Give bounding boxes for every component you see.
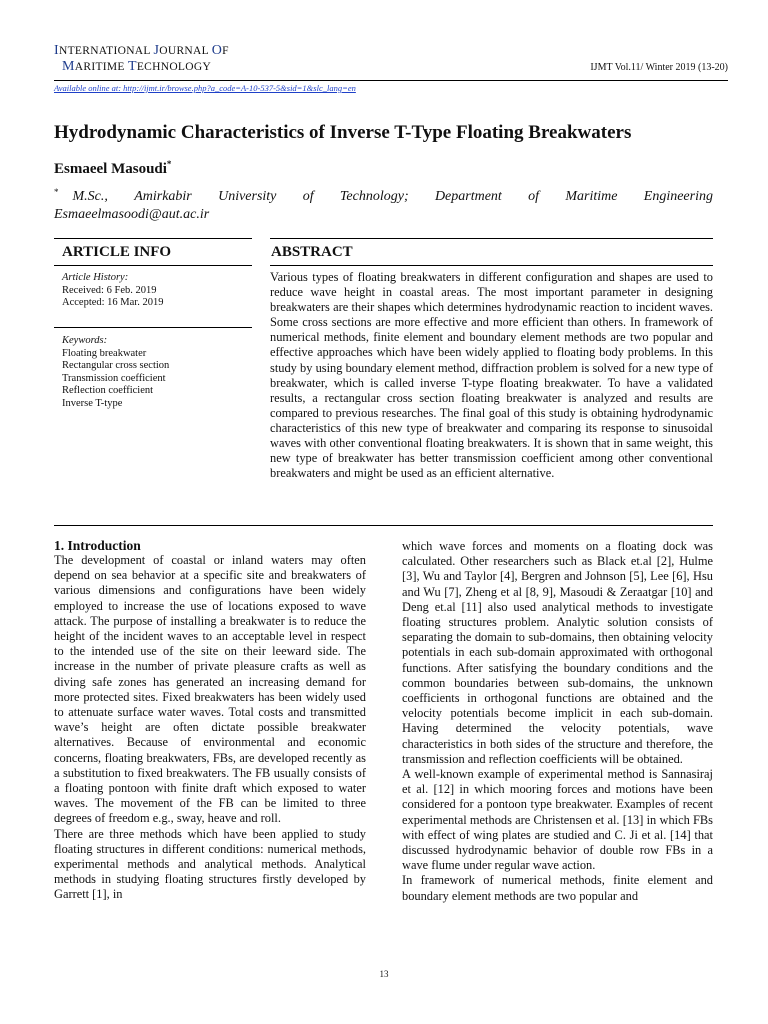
- affiliation-word-2: University: [218, 189, 277, 204]
- affiliation-word-8: Engineering: [643, 189, 713, 204]
- article-history: [62, 272, 163, 310]
- body-paragraph: There are three methods which have been applied to study floating structures in different conditions: numerical methods, experimental methods and analytical methods. Analytical methods in studying floating structures firstly developed by Garrett [1], in: [54, 826, 366, 902]
- affiliation-line: [54, 188, 713, 206]
- article-info-top-rule: [54, 238, 252, 239]
- keyword-item: Transmission coefficient: [62, 372, 166, 384]
- body-paragraph: A well-known example of experimental method is Sannasiraj et al. [12] in which mooring forces and motions have been considered for a pontoon type breakwater. Examples of recent experimental methods are Christensen et al. [13] in which FBs with effect of wing plates are studied and C. Ji et al. [14] that discussed hydrodynamic behavior of double row FBs in a wave flume under regular wave action.: [402, 767, 713, 873]
- body-column-left: [54, 553, 366, 903]
- keyword-item: Rectangular cross section: [62, 360, 170, 371]
- volume-info: IJMT Vol.11/ Winter 2019 (13-20): [590, 62, 728, 73]
- abstract-text: Various types of floating breakwaters in different configuration and shapes are used to reduce wave height in coastal areas. The most important parameter in designing breakwaters are their shapes which determines hydrodynamic reaction to incident waves. Some cross sections are more effective and more efficient than others. In framework of numerical methods, finite element and boundary element methods are two popular and effective approaches which have been widely applied to floating body problems. In this study by using boundary element method, diffraction problem is solved for a new type of breakwater, which is called inverse T-type floating breakwater. To have a validated results, a rectangular cross section floating breakwater is analyzed and results are compared to previous researches. The final goal of this study is obtaining hydrodynamic characteristics of this new type of breakwater and comparing its response to sinusoidal waves with other conventional floating breakwaters. It is shown that in same weight, this new type of breakwater has better transmission coefficient among other conventional breakwaters and might be used as an efficient alternative.: [270, 270, 713, 481]
- journal-name-line2: MARITIME TECHNOLOGY: [62, 59, 212, 74]
- keyword-item: Reflection coefficient: [62, 385, 154, 396]
- online-availability-link[interactable]: Available online at: http://ijmt.ir/browse.php?a_code=A-10-537-5&sid=1&slc_lang=en: [54, 83, 356, 93]
- author-name-text: Esmaeel Masoudi: [54, 161, 167, 177]
- affiliation-word-3: of: [302, 189, 314, 204]
- abstract-heading: ABSTRACT: [271, 244, 353, 260]
- body-paragraph: The development of coastal or inland waters may often depend on sea behavior at a specific site and breakwaters of various dimensions and configurations have been widely employed to increase the use of locations exposed to wave attack. The purpose of installing a breakwater is to reduce the height of the incident waves to an acceptable level in respect to the intended use of the site on their leeward side. The increase in the number of private pleasure crafts as well as diving safe zones has generated an increasing demand for more protected sites. Fixed breakwaters has been widely used to attenuate surface water waves. Total costs and transmitted wave’s height are often dictate possible breakwater alternatives. Because of environmental and economic concerns, floating breakwaters, FBs, are developed recently as a substitution to fixed breakwaters. The FB usually consists of a floating pontoon with finite draft which exposed to water waves. The movement of the FB can be limited to three degrees of freedom e.g., sway, heave and roll.: [54, 553, 366, 826]
- affiliation-word-1: Amirkabir: [134, 189, 192, 204]
- paper-title: Hydrodynamic Characteristics of Inverse T-Type Floating Breakwaters: [54, 122, 632, 143]
- section-heading-introduction: 1. Introduction: [54, 538, 141, 553]
- author-email[interactable]: Esmaeelmasoodi@aut.ac.ir: [54, 207, 210, 222]
- author-affiliation: [54, 188, 713, 223]
- header-divider: [54, 80, 728, 81]
- keywords-label: Keywords:: [62, 335, 108, 346]
- article-info-heading: ARTICLE INFO: [62, 244, 172, 260]
- affiliation-word-5: Department: [434, 189, 502, 204]
- affiliation-word-4: Technology;: [339, 189, 409, 204]
- journal-name: [54, 43, 229, 75]
- abstract-top-rule: [270, 238, 713, 239]
- body-column-right: [402, 539, 713, 904]
- affiliation-word-6: of: [528, 189, 540, 204]
- author-name: [54, 159, 171, 178]
- keyword-item: Inverse T-type: [62, 397, 123, 409]
- author-mark: *: [166, 159, 172, 169]
- article-info-heading-rule: [54, 265, 252, 266]
- abstract-heading-rule: [270, 265, 713, 266]
- affiliation-word-7: Maritime: [565, 189, 618, 204]
- history-divider: [54, 327, 252, 328]
- body-paragraph: which wave forces and moments on a floating dock was calculated. Other researchers such as Black et.al [2], Hulme [3], Wu and Taylor [4], Bergren and Johnson [5], Lee [6], Hsu and Wu [7], Zheng et al [8, 9], Masoudi & Zeraatgar [10] and Deng et.al [11] also used analytical methods to investigate floating structures problem. Analytic solution consists of separating the domain to sub-domains, then obtaining velocity potentials in each sub-domain approximated with orthogonal functions. After satisfying the boundary conditions and the common boundaries between sub-domains, the unknown coefficients in orthogonal functions are obtained and the velocity potentials become implicit in each sub-domain. Having determined the velocity potentials, wave characteristics in both sides of the structure and therefore, the transmission and reflection coefficients will be obtained.: [402, 539, 713, 766]
- affiliation-mark: *: [54, 187, 59, 197]
- accepted-date: Accepted: 16 Mar. 2019: [62, 297, 164, 308]
- journal-name-line1: INTERNATIONAL JOURNAL OF: [54, 43, 229, 58]
- body-paragraph: In framework of numerical methods, finite element and boundary element methods are two popular and: [402, 873, 713, 903]
- page-number: 13: [379, 969, 389, 979]
- received-date: Received: 6 Feb. 2019: [62, 284, 157, 296]
- abstract-bottom-rule: [54, 525, 713, 526]
- history-label: Article History:: [62, 272, 129, 283]
- keywords-list: [62, 335, 169, 410]
- affiliation-word-0: * M.Sc.,: [54, 187, 108, 204]
- keyword-item: Floating breakwater: [62, 347, 147, 359]
